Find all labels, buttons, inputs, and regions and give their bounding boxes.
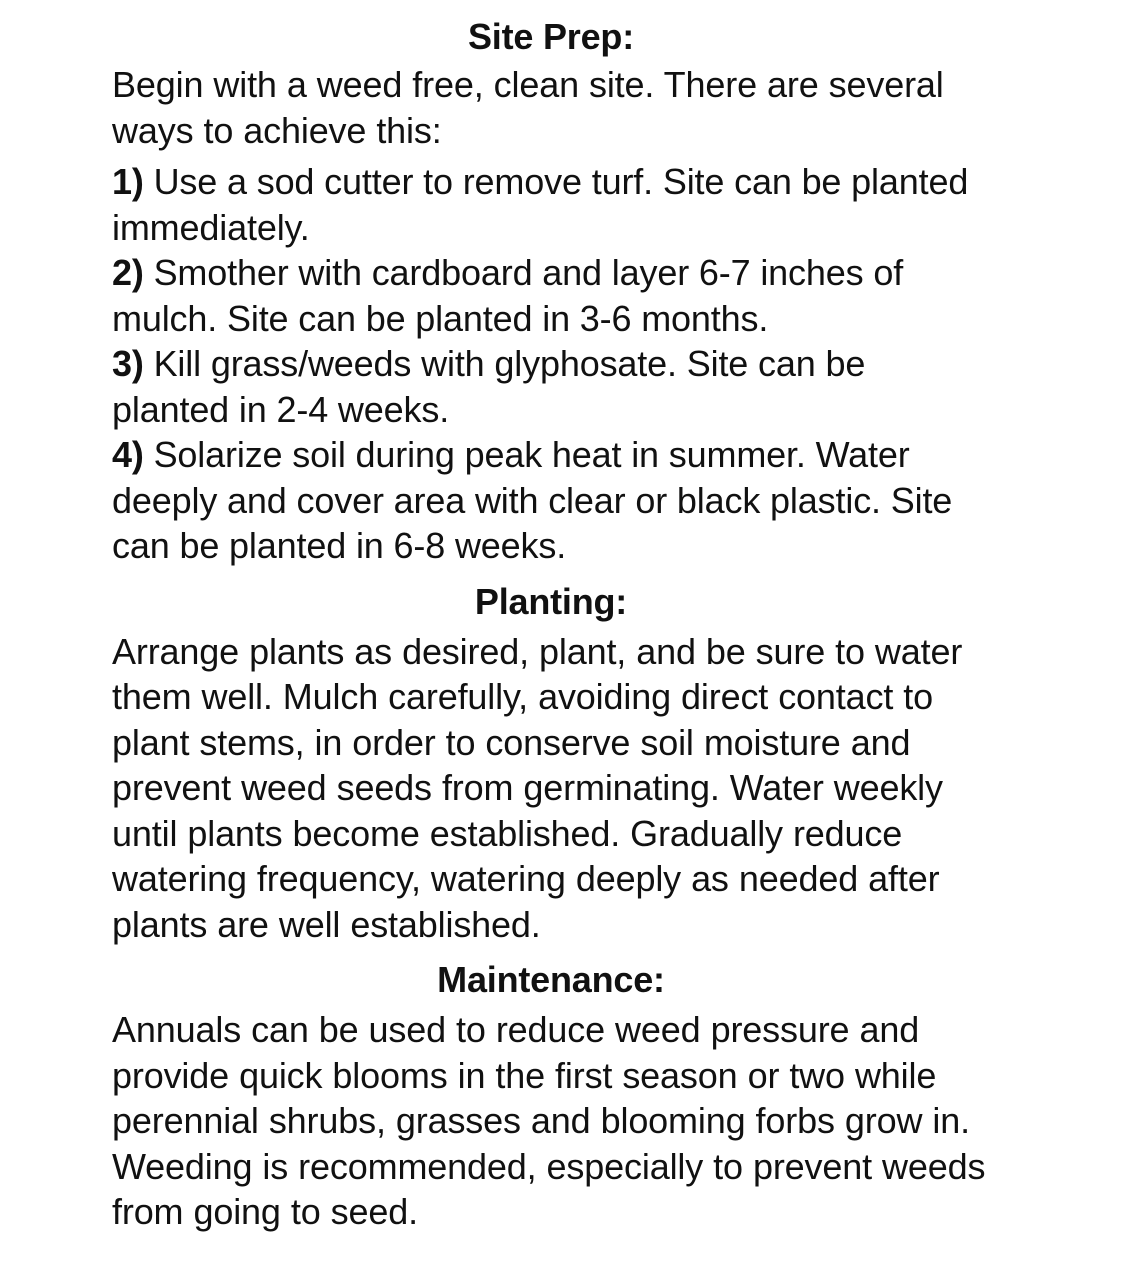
list-item: [112, 159, 990, 250]
step-text: Smother with cardboard and layer 6-7 inches of mulch. Site can be planted in 3-6 months.: [112, 252, 904, 339]
step-text: Kill grass/weeds with glyphosate. Site can be planted in 2-4 weeks.: [112, 343, 866, 430]
site-prep-steps-list: [112, 159, 990, 569]
site-prep-intro-paragraph: Begin with a weed free, clean site. There are several ways to achieve this:: [112, 64, 944, 151]
list-item: [112, 250, 990, 341]
heading-site-prep: Site Prep:: [467, 16, 635, 57]
maintenance-paragraph: Annuals can be used to reduce weed pressure and provide quick blooms in the first season or two while perennial shrubs, grasses and blooming forbs grow in. Weeding is recommended, especially to prevent weeds from going to seed.: [112, 1009, 986, 1232]
step-text: Solarize soil during peak heat in summer. Water deeply and cover area with clear or black plastic. Site can be planted in 6-8 weeks.: [112, 434, 953, 566]
step-text: Use a sod cutter to remove turf. Site can be planted immediately.: [112, 161, 969, 248]
planting-paragraph: Arrange plants as desired, plant, and be sure to water them well. Mulch carefully, avoiding direct contact to plant stems, in order to conserve soil moisture and prevent weed seeds from germinating. Water weekly until plants become established. Gradually reduce watering frequency, watering deeply as needed after plants are well established.: [112, 630, 963, 945]
step-marker: 3): [112, 343, 144, 384]
list-item: [112, 341, 990, 432]
step-marker: 4): [112, 434, 144, 475]
step-marker: 2): [112, 252, 144, 293]
text-column: [112, 14, 990, 1235]
step-marker: 1): [112, 161, 144, 202]
heading-maintenance: Maintenance:: [437, 959, 665, 1000]
list-item: [112, 432, 990, 569]
heading-planting: Planting:: [474, 580, 628, 622]
